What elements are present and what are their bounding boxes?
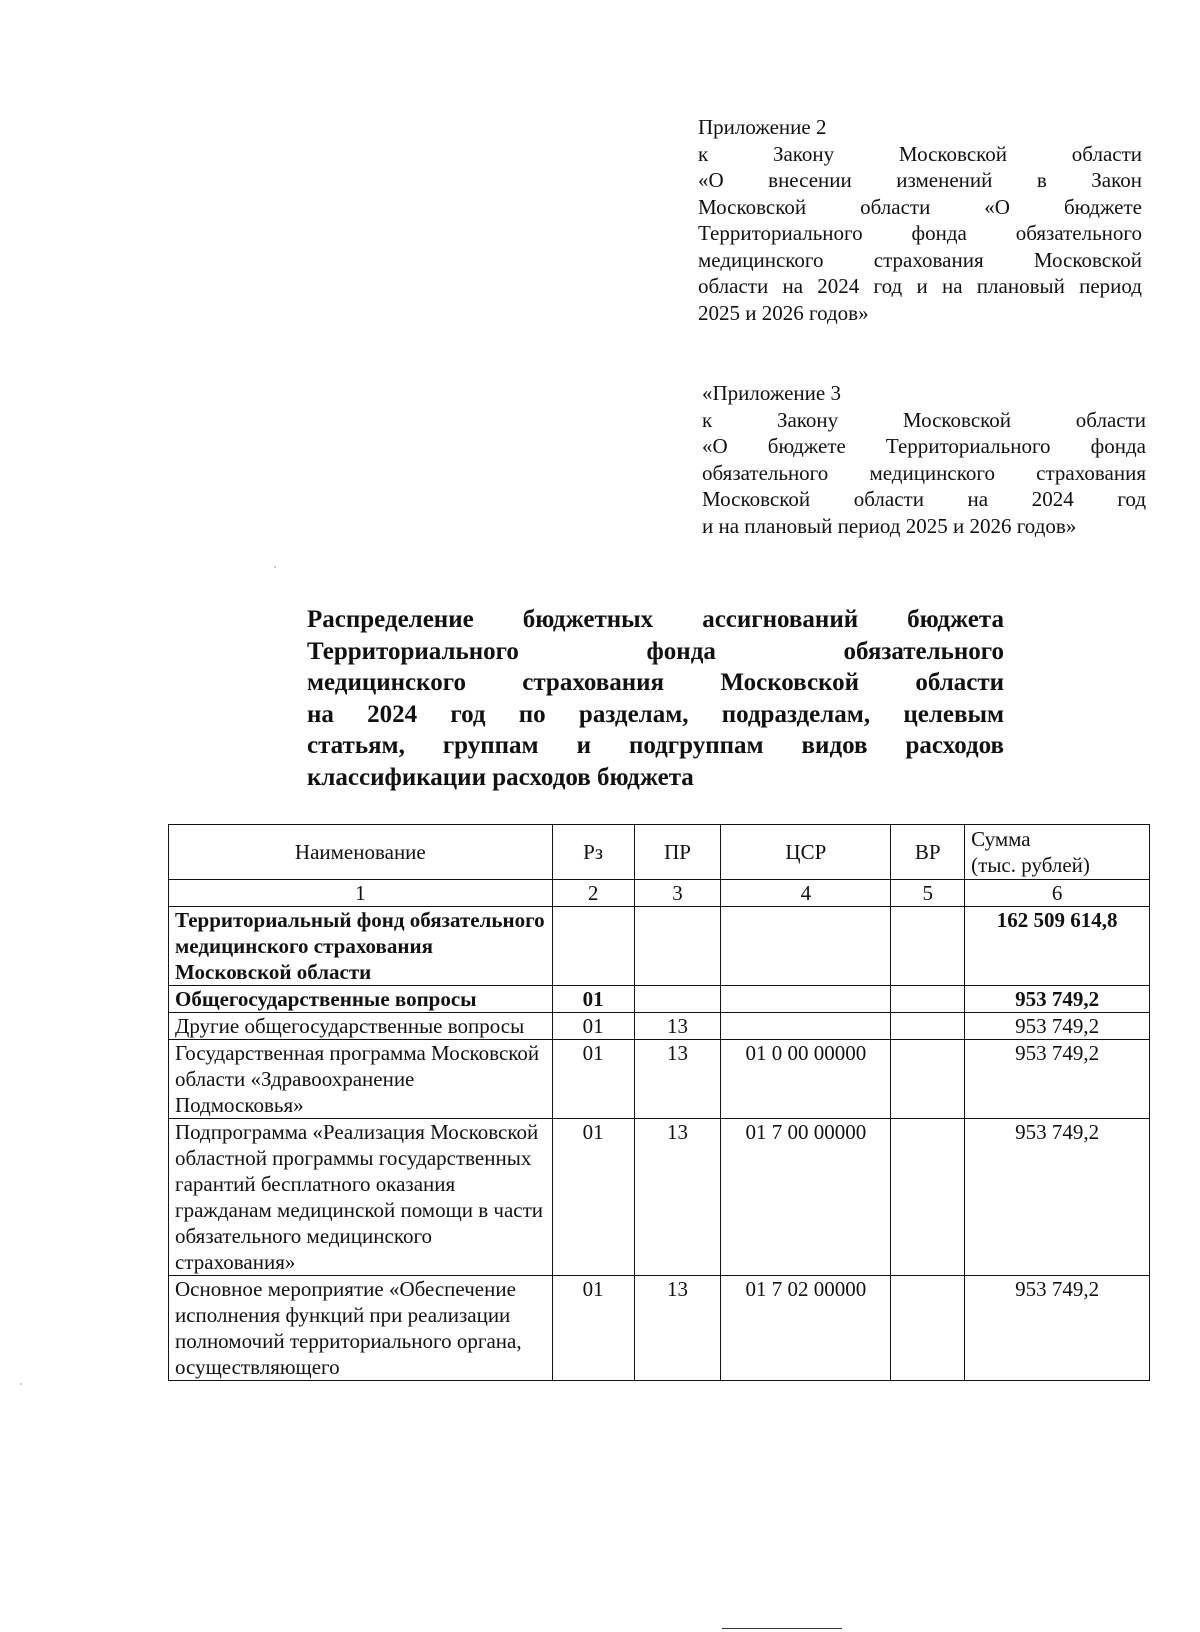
appendix-3-line: и на плановый период 2025 и 2026 годов»: [702, 513, 1077, 538]
header-rz: Рз: [552, 825, 634, 880]
row-csr: 01 0 00 00000: [721, 1040, 891, 1119]
table-row: [169, 986, 1150, 1013]
table-row: [169, 1040, 1150, 1119]
row-name: Территориальный фонд обязательного медицинского страхования Московской области: [169, 907, 553, 986]
row-name: Общегосударственные вопросы: [169, 986, 553, 1013]
title-line: на 2024 год по разделам, подразделам, целевым: [307, 700, 1004, 728]
appendix-3-line: обязательного медицинского страхования: [702, 460, 1146, 485]
appendix-3-header: [702, 380, 1146, 539]
row-sum: 953 749,2: [965, 1276, 1150, 1381]
row-csr: [721, 1013, 891, 1040]
appendix-3-line: Московской области на 2024 год: [702, 487, 1146, 511]
row-csr: [721, 986, 891, 1013]
table-row: [169, 1276, 1150, 1381]
appendix-3-line: к Закону Московской области: [702, 407, 1146, 432]
column-number: 3: [634, 880, 721, 907]
scan-speck: [20, 1383, 22, 1385]
row-rz: 01: [552, 1013, 634, 1040]
row-pr: 13: [634, 1119, 721, 1276]
column-number-row: [169, 880, 1150, 907]
appendix-3-line: «Приложение 3: [702, 381, 841, 405]
row-name: Подпрограмма «Реализация Московской областной программы государственных гарантий бесплатного оказания гражданам медицинской помощи в части обязательного медицинского страхования»: [169, 1119, 553, 1276]
title-line: медицинского страхования Московской области: [307, 669, 1004, 696]
title-line: Распределение бюджетных ассигнований бюджета: [307, 606, 1004, 633]
row-sum: 953 749,2: [965, 986, 1150, 1013]
row-name: Государственная программа Московской области «Здравоохранение Подмосковья»: [169, 1040, 553, 1119]
appendix-2-line: Территориального фонда обязательного: [698, 221, 1142, 245]
appendix-3-line: «О бюджете Территориального фонда: [702, 434, 1146, 458]
table-header-row: [169, 825, 1150, 880]
row-pr: 13: [634, 1276, 721, 1381]
row-rz: 01: [552, 986, 634, 1013]
row-pr: [634, 907, 721, 986]
budget-table: [168, 824, 1150, 1381]
appendix-2-line: «О внесении изменений в Закон: [698, 168, 1142, 192]
row-pr: [634, 986, 721, 1013]
row-pr: 13: [634, 1040, 721, 1119]
header-name: Наименование: [169, 825, 553, 880]
appendix-2-line: 2025 и 2026 годов»: [698, 300, 869, 325]
appendix-2-line: области на 2024 год и на плановый период: [698, 274, 1142, 298]
appendix-2-header: [698, 114, 1142, 326]
row-pr: 13: [634, 1013, 721, 1040]
row-csr: 01 7 02 00000: [721, 1276, 891, 1381]
row-csr: [721, 907, 891, 986]
row-rz: [552, 907, 634, 986]
table-row: [169, 1119, 1150, 1276]
row-sum: 162 509 614,8: [965, 907, 1150, 986]
row-vr: [891, 986, 965, 1013]
row-sum: 953 749,2: [965, 1013, 1150, 1040]
header-sum: [965, 825, 1150, 880]
row-sum: 953 749,2: [965, 1040, 1150, 1119]
scan-speck: [274, 566, 276, 568]
column-number: 2: [552, 880, 634, 907]
row-vr: [891, 1040, 965, 1119]
column-number: 6: [965, 880, 1150, 907]
footer-rule: [722, 1628, 842, 1629]
column-number: 5: [891, 880, 965, 907]
row-rz: 01: [552, 1119, 634, 1276]
row-vr: [891, 1276, 965, 1381]
document-title: [307, 604, 1004, 793]
row-vr: [891, 1119, 965, 1276]
appendix-2-line: Приложение 2: [698, 115, 827, 139]
header-vr: ВР: [891, 825, 965, 880]
row-sum: 953 749,2: [965, 1119, 1150, 1276]
appendix-2-line: Московской области «О бюджете: [698, 194, 1142, 219]
header-pr: ПР: [634, 825, 721, 880]
table-row: [169, 907, 1150, 986]
table-row: [169, 1013, 1150, 1040]
title-line: Территориального фонда обязательного: [307, 637, 1004, 665]
header-csr: ЦСР: [721, 825, 891, 880]
header-sum-unit: (тыс. рублей): [971, 853, 1090, 877]
appendix-2-line: к Закону Московской области: [698, 141, 1142, 166]
title-line: классификации расходов бюджета: [307, 763, 694, 791]
row-name: Основное мероприятие «Обеспечение исполнения функций при реализации полномочий территориального органа, осуществляющего: [169, 1276, 553, 1381]
title-line: статьям, группам и подгруппам видов расходов: [307, 732, 1004, 759]
column-number: 1: [169, 880, 553, 907]
row-vr: [891, 907, 965, 986]
appendix-2-line: медицинского страхования Московской: [698, 247, 1142, 272]
row-rz: 01: [552, 1276, 634, 1381]
row-csr: 01 7 00 00000: [721, 1119, 891, 1276]
header-sum-line: Сумма: [971, 827, 1031, 851]
row-rz: 01: [552, 1040, 634, 1119]
row-vr: [891, 1013, 965, 1040]
row-name: Другие общегосударственные вопросы: [169, 1013, 553, 1040]
column-number: 4: [721, 880, 891, 907]
